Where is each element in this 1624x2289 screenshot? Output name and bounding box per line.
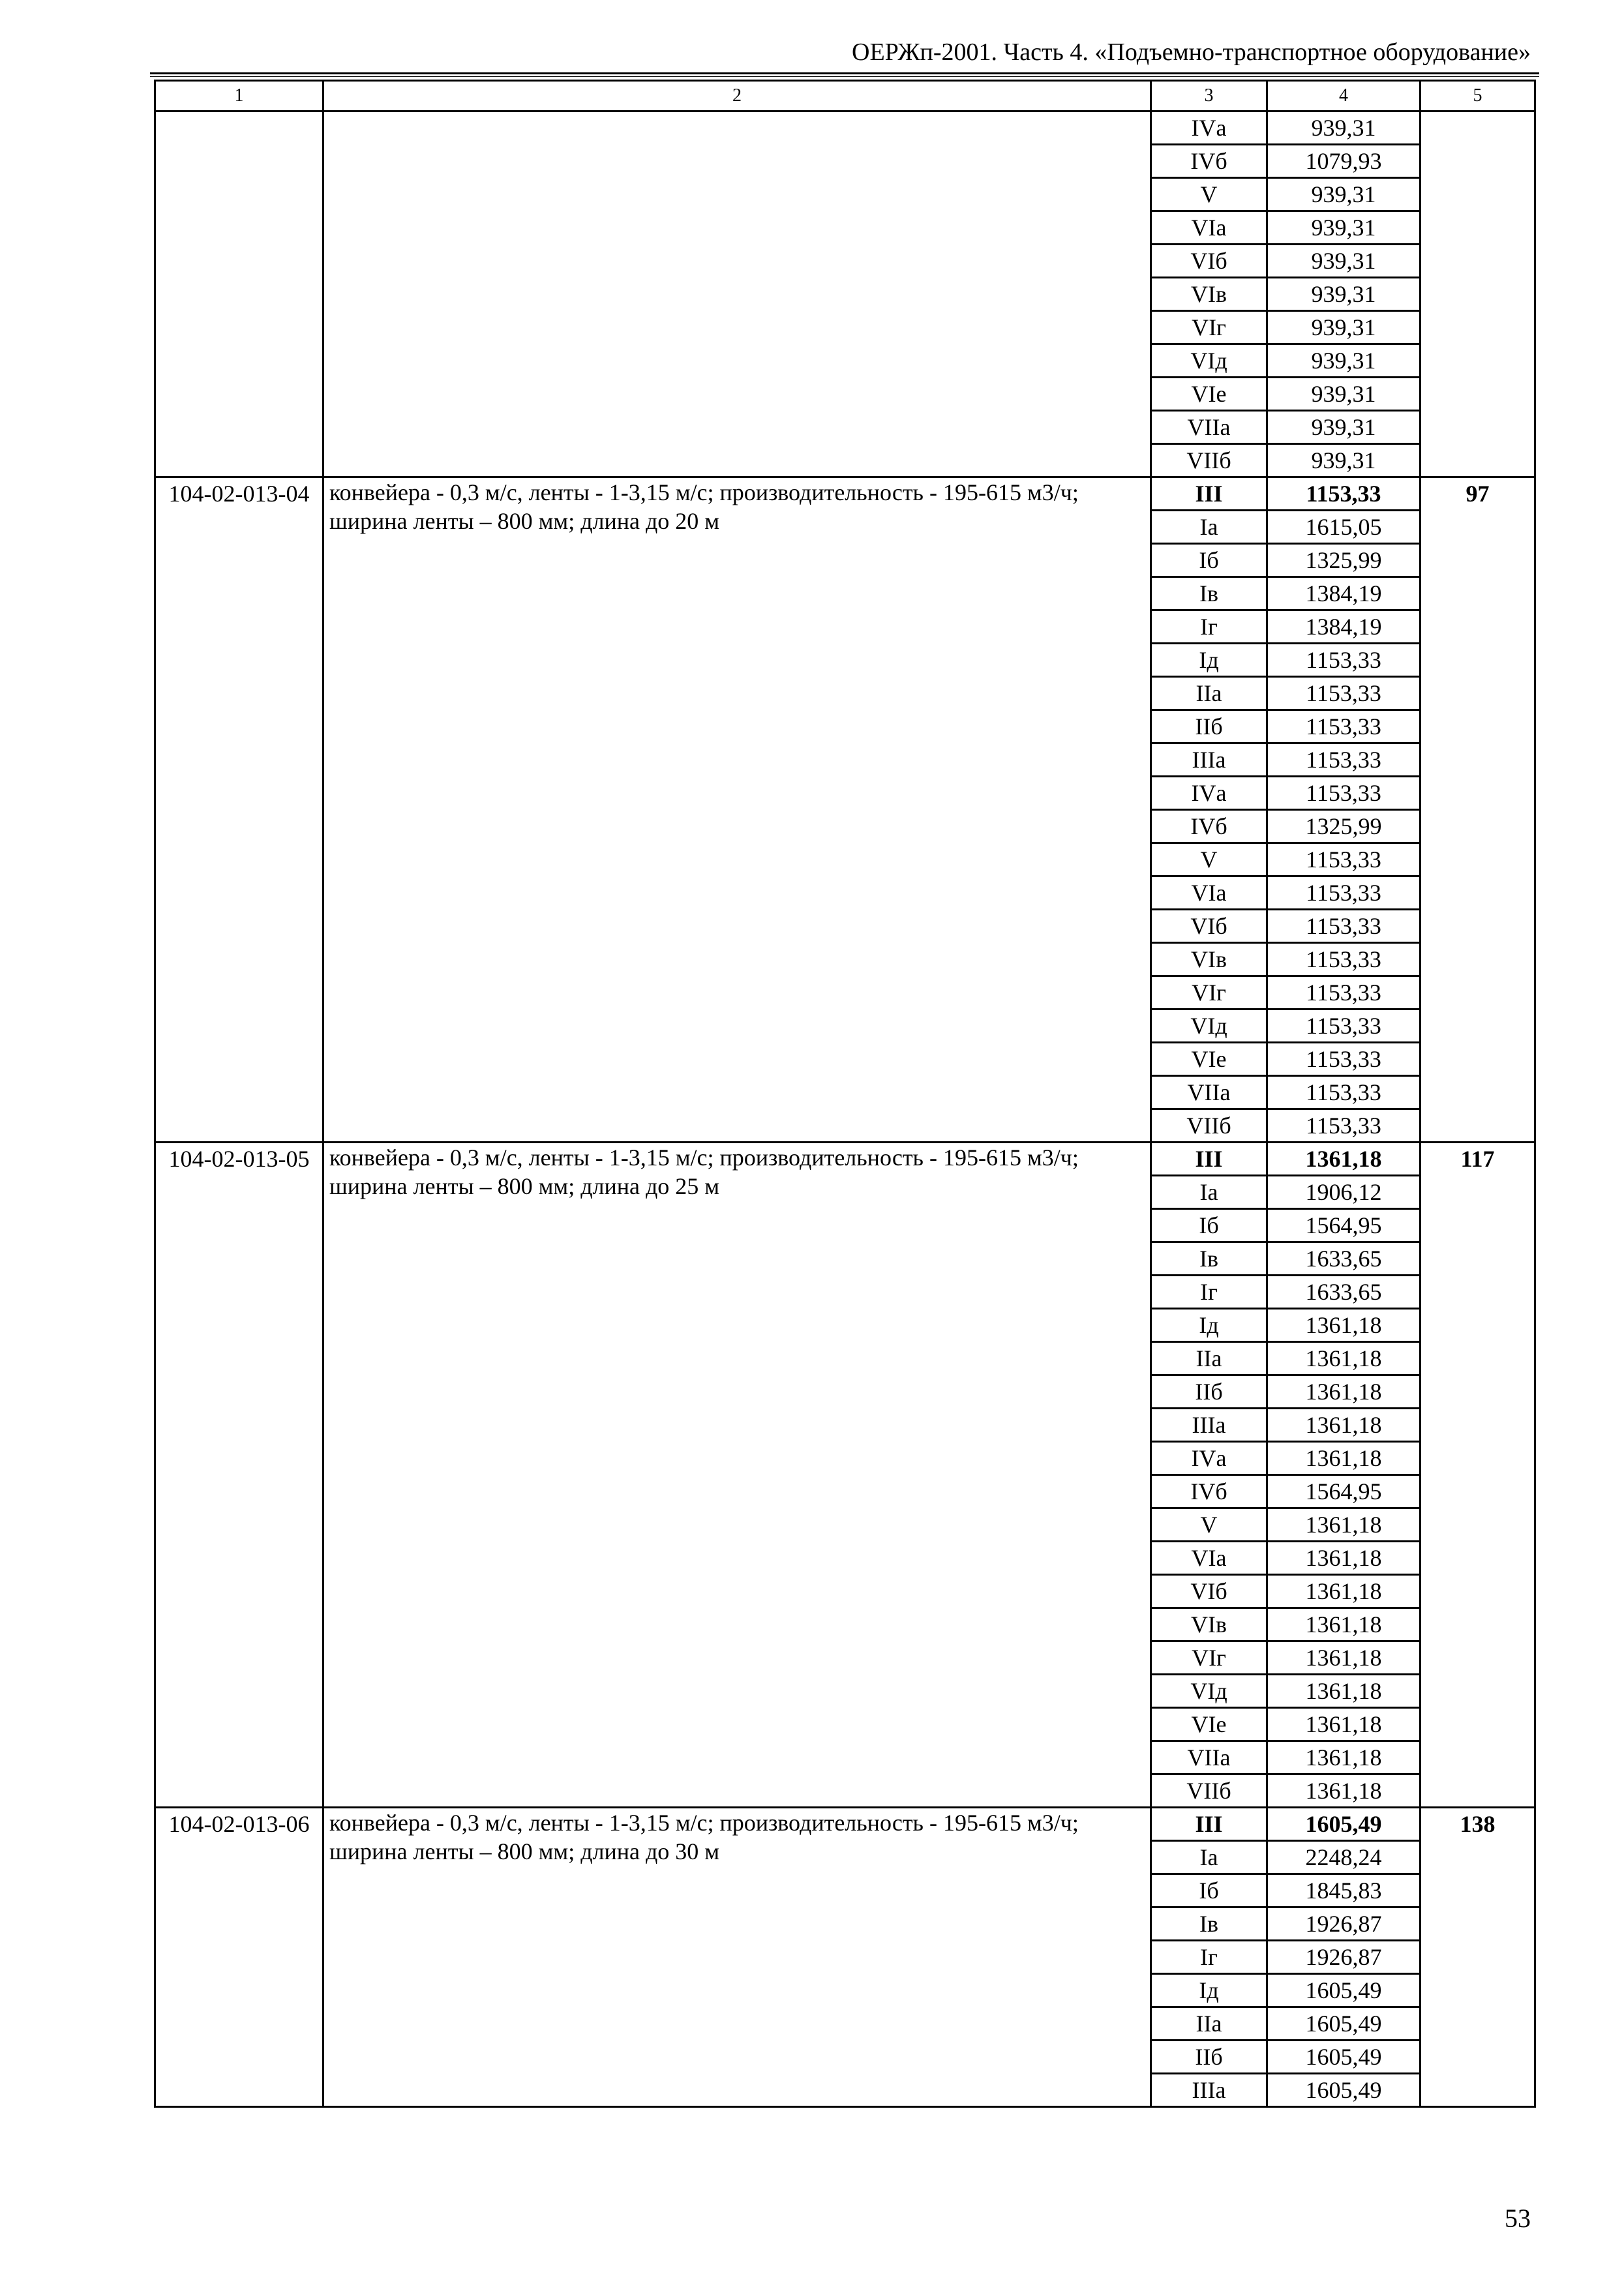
price-cell: 1633,65 <box>1267 1276 1421 1309</box>
table-row <box>155 1143 1535 1176</box>
price-cell: 1926,87 <box>1267 1941 1421 1974</box>
column-number-row <box>155 81 1535 112</box>
price-cell: 1361,18 <box>1267 1442 1421 1475</box>
price-cell: 939,31 <box>1267 112 1421 145</box>
price-cell: 1361,18 <box>1267 1575 1421 1608</box>
zone-cell: III <box>1151 1143 1267 1176</box>
price-cell: 1361,18 <box>1267 1774 1421 1808</box>
rate-code: 104-02-013-04 <box>155 477 323 1143</box>
zone-cell: VIб <box>1151 1575 1267 1608</box>
zone-cell: VIг <box>1151 1641 1267 1675</box>
zone-cell: VIг <box>1151 976 1267 1010</box>
price-cell: 1361,18 <box>1267 1409 1421 1442</box>
zone-cell: IIIа <box>1151 1409 1267 1442</box>
zone-cell: Iб <box>1151 1874 1267 1908</box>
price-cell: 1153,33 <box>1267 876 1421 910</box>
zone-cell: VIа <box>1151 876 1267 910</box>
price-cell: 1153,33 <box>1267 843 1421 876</box>
price-cell: 1079,93 <box>1267 145 1421 178</box>
column-number: 5 <box>1421 81 1535 112</box>
price-cell: 1845,83 <box>1267 1874 1421 1908</box>
price-cell: 939,31 <box>1267 245 1421 278</box>
price-cell: 1605,49 <box>1267 2041 1421 2074</box>
zone-cell: VIе <box>1151 378 1267 411</box>
price-cell: 1325,99 <box>1267 544 1421 577</box>
price-cell: 939,31 <box>1267 178 1421 211</box>
zone-cell: V <box>1151 843 1267 876</box>
price-cell: 1605,49 <box>1267 2074 1421 2107</box>
zone-cell: Iа <box>1151 1176 1267 1209</box>
zone-cell: Iг <box>1151 1941 1267 1974</box>
page-number: 53 <box>1505 2204 1531 2233</box>
column-number: 4 <box>1267 81 1421 112</box>
price-cell: 1153,33 <box>1267 710 1421 743</box>
zone-cell: Iб <box>1151 1209 1267 1242</box>
price-cell: 1325,99 <box>1267 810 1421 843</box>
zone-cell: VIа <box>1151 211 1267 245</box>
column-number: 2 <box>323 81 1151 112</box>
zone-cell: VIб <box>1151 910 1267 943</box>
price-table <box>154 80 1536 2108</box>
price-cell: 1153,33 <box>1267 1109 1421 1143</box>
rate-description: конвейера - 0,3 м/с, ленты - 1-3,15 м/с; производительность - 195-615 м3/ч; ширина ленты – 800 мм; длина до 20 м <box>323 477 1151 1143</box>
zone-cell: V <box>1151 178 1267 211</box>
price-cell: 1153,33 <box>1267 1076 1421 1109</box>
zone-cell: Iд <box>1151 1309 1267 1342</box>
zone-cell: VIIа <box>1151 1741 1267 1774</box>
price-cell: 1361,18 <box>1267 1608 1421 1641</box>
price-cell: 1153,33 <box>1267 644 1421 677</box>
column-number: 1 <box>155 81 323 112</box>
header-rule-thin <box>150 76 1539 77</box>
price-cell: 1153,33 <box>1267 976 1421 1010</box>
price-cell: 1153,33 <box>1267 743 1421 777</box>
zone-cell: IIIа <box>1151 2074 1267 2107</box>
zone-cell: VIб <box>1151 245 1267 278</box>
wage-cell: 97 <box>1421 477 1535 1143</box>
zone-cell: III <box>1151 1808 1267 1841</box>
zone-cell: Iв <box>1151 1242 1267 1276</box>
zone-cell: VIIб <box>1151 1109 1267 1143</box>
zone-cell: VIIб <box>1151 1774 1267 1808</box>
price-cell: 1633,65 <box>1267 1242 1421 1276</box>
zone-cell: V <box>1151 1508 1267 1542</box>
price-cell: 1361,18 <box>1267 1542 1421 1575</box>
zone-cell: Iв <box>1151 577 1267 610</box>
zone-cell: IVа <box>1151 777 1267 810</box>
price-cell: 1906,12 <box>1267 1176 1421 1209</box>
zone-cell: IIб <box>1151 710 1267 743</box>
zone-cell: IIа <box>1151 2007 1267 2041</box>
price-cell: 1605,49 <box>1267 2007 1421 2041</box>
zone-cell: Iг <box>1151 1276 1267 1309</box>
price-cell: 939,31 <box>1267 411 1421 444</box>
zone-cell: VIIа <box>1151 411 1267 444</box>
zone-cell: VIд <box>1151 1010 1267 1043</box>
zone-cell: Iб <box>1151 544 1267 577</box>
zone-cell: IIб <box>1151 2041 1267 2074</box>
price-cell: 1361,18 <box>1267 1143 1421 1176</box>
rate-code <box>155 112 323 477</box>
price-table-body <box>155 81 1535 2107</box>
price-cell: 939,31 <box>1267 278 1421 311</box>
price-cell: 1615,05 <box>1267 511 1421 544</box>
price-cell: 1361,18 <box>1267 1675 1421 1708</box>
price-cell: 1361,18 <box>1267 1708 1421 1741</box>
zone-cell: VIв <box>1151 278 1267 311</box>
zone-cell: IVа <box>1151 1442 1267 1475</box>
zone-cell: IVб <box>1151 810 1267 843</box>
zone-cell: IVб <box>1151 1475 1267 1508</box>
rate-code: 104-02-013-05 <box>155 1143 323 1808</box>
price-cell: 1384,19 <box>1267 577 1421 610</box>
zone-cell: Iа <box>1151 511 1267 544</box>
rate-description: конвейера - 0,3 м/с, ленты - 1-3,15 м/с; производительность - 195-615 м3/ч; ширина ленты – 800 мм; длина до 30 м <box>323 1808 1151 2107</box>
zone-cell: VIе <box>1151 1708 1267 1741</box>
header-rule <box>150 72 1539 74</box>
zone-cell: VIе <box>1151 1043 1267 1076</box>
price-cell: 2248,24 <box>1267 1841 1421 1874</box>
rate-description: конвейера - 0,3 м/с, ленты - 1-3,15 м/с; производительность - 195-615 м3/ч; ширина ленты – 800 мм; длина до 25 м <box>323 1143 1151 1808</box>
price-cell: 1153,33 <box>1267 910 1421 943</box>
price-cell: 1361,18 <box>1267 1641 1421 1675</box>
price-cell: 1605,49 <box>1267 1808 1421 1841</box>
price-cell: 1153,33 <box>1267 1043 1421 1076</box>
zone-cell: VIв <box>1151 943 1267 976</box>
zone-cell: IIIа <box>1151 743 1267 777</box>
price-cell: 1153,33 <box>1267 943 1421 976</box>
wage-cell: 117 <box>1421 1143 1535 1808</box>
zone-cell: IIа <box>1151 677 1267 710</box>
table-row <box>155 1808 1535 1841</box>
price-cell: 1153,33 <box>1267 477 1421 511</box>
zone-cell: VIIа <box>1151 1076 1267 1109</box>
zone-cell: Iд <box>1151 644 1267 677</box>
rate-code: 104-02-013-06 <box>155 1808 323 2107</box>
zone-cell: Iв <box>1151 1908 1267 1941</box>
price-cell: 1361,18 <box>1267 1309 1421 1342</box>
price-cell: 1361,18 <box>1267 1342 1421 1375</box>
price-cell: 1361,18 <box>1267 1741 1421 1774</box>
wage-cell: 138 <box>1421 1808 1535 2107</box>
running-header: ОЕРЖп-2001. Часть 4. «Подъемно-транспортное оборудование» <box>852 38 1531 66</box>
table-row <box>155 477 1535 511</box>
column-number: 3 <box>1151 81 1267 112</box>
zone-cell: IIа <box>1151 1342 1267 1375</box>
price-cell: 1153,33 <box>1267 677 1421 710</box>
zone-cell: VIв <box>1151 1608 1267 1641</box>
rate-description <box>323 112 1151 477</box>
price-cell: 1361,18 <box>1267 1375 1421 1409</box>
wage-cell <box>1421 112 1535 477</box>
zone-cell: VIг <box>1151 311 1267 344</box>
zone-cell: VIа <box>1151 1542 1267 1575</box>
price-cell: 939,31 <box>1267 211 1421 245</box>
zone-cell: VIIб <box>1151 444 1267 477</box>
price-cell: 939,31 <box>1267 344 1421 378</box>
price-cell: 1605,49 <box>1267 1974 1421 2007</box>
price-cell: 1564,95 <box>1267 1209 1421 1242</box>
zone-cell: Iг <box>1151 610 1267 644</box>
zone-cell: Iд <box>1151 1974 1267 2007</box>
price-cell: 1564,95 <box>1267 1475 1421 1508</box>
zone-cell: III <box>1151 477 1267 511</box>
price-cell: 1153,33 <box>1267 1010 1421 1043</box>
price-cell: 1384,19 <box>1267 610 1421 644</box>
zone-cell: Iа <box>1151 1841 1267 1874</box>
price-cell: 939,31 <box>1267 311 1421 344</box>
zone-cell: VIд <box>1151 1675 1267 1708</box>
table-row <box>155 112 1535 145</box>
zone-cell: IVб <box>1151 145 1267 178</box>
zone-cell: IIб <box>1151 1375 1267 1409</box>
price-cell: 939,31 <box>1267 444 1421 477</box>
price-cell: 1153,33 <box>1267 777 1421 810</box>
price-cell: 939,31 <box>1267 378 1421 411</box>
price-cell: 1926,87 <box>1267 1908 1421 1941</box>
zone-cell: VIд <box>1151 344 1267 378</box>
zone-cell: IVа <box>1151 112 1267 145</box>
price-cell: 1361,18 <box>1267 1508 1421 1542</box>
